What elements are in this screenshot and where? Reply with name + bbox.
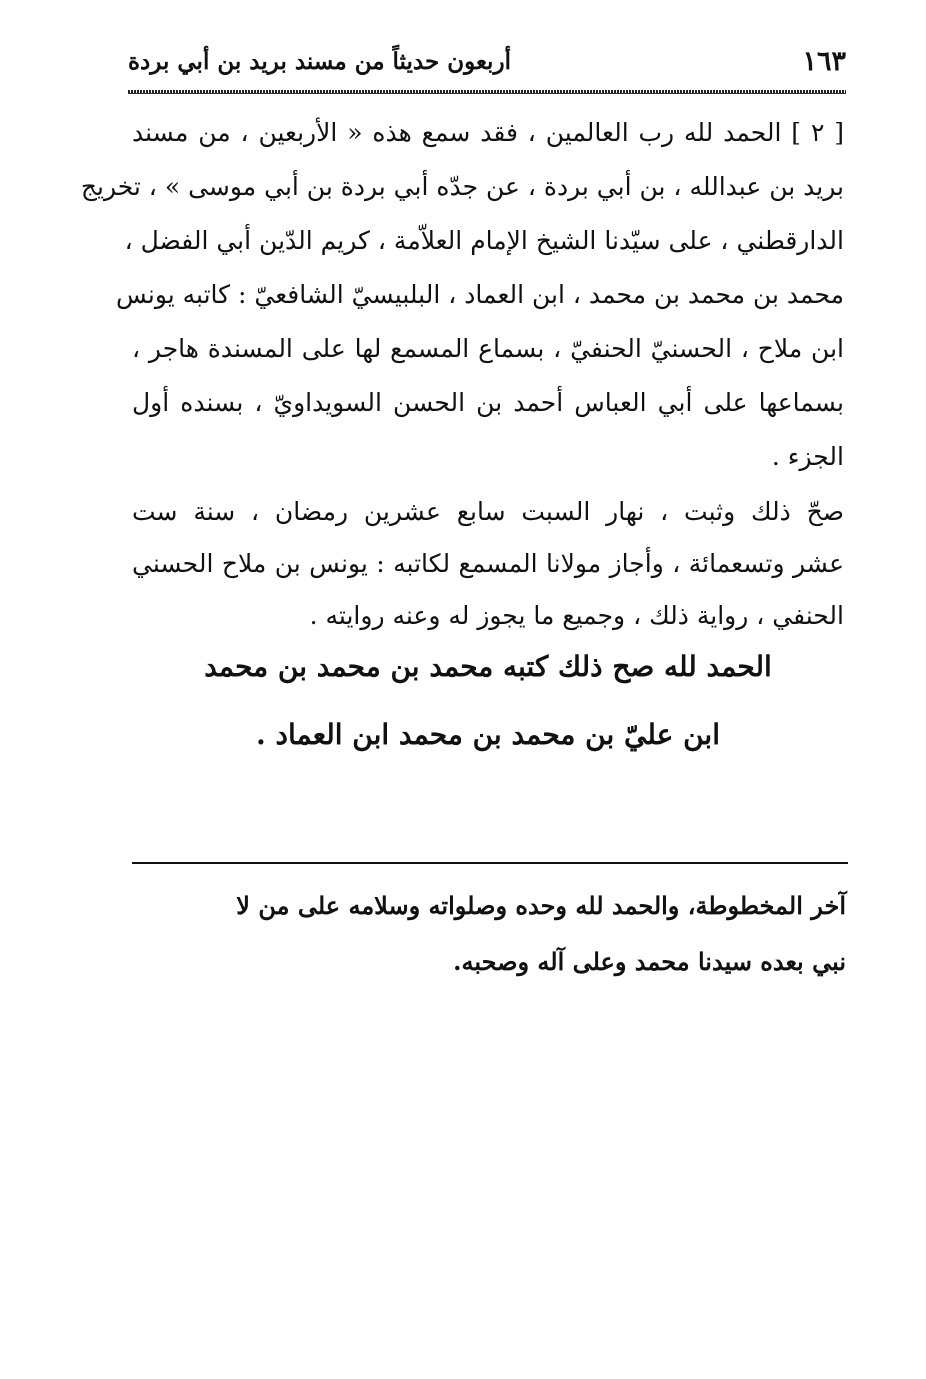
header-rule <box>128 90 846 94</box>
footnote-rule <box>132 862 848 864</box>
signature-line-2: ابن عليّ بن محمد بن محمد ابن العماد . <box>256 718 720 751</box>
certificate-paragraph <box>80 106 844 484</box>
text-line: بريد بن عبدالله ، بن أبي بردة ، عن جدّه أبي بردة بن أبي موسى » ، تخريج <box>80 172 844 201</box>
text-line: الحنفي ، رواية ذلك ، وجميع ما يجوز له وعنه روايته . <box>309 601 844 630</box>
text-line: الدارقطني ، على سيّدنا الشيخ الإمام العلاّمة ، كريم الدّين أبي الفضل ، <box>124 226 844 255</box>
text-line: صحّ ذلك وثبت ، نهار السبت سابع عشرين رمضان ، سنة ست <box>132 497 844 526</box>
text-line: عشر وتسعمائة ، وأجاز مولانا المسمع لكاتبه : يونس بن ملاح الحسني <box>132 549 844 578</box>
footnote-line: نبي بعده سيدنا محمد وعلى آله وصحبه. <box>453 947 846 976</box>
page-number: ١٦٣ <box>802 46 846 77</box>
page-header <box>128 44 846 88</box>
attestation-paragraph <box>132 486 844 642</box>
footnote <box>132 878 846 990</box>
text-line: ابن ملاح ، الحسنيّ الحنفيّ ، بسماع المسمع لها على المسندة هاجر ، <box>132 334 844 363</box>
text-line: محمد بن محمد بن محمد ، ابن العماد ، البلبيسيّ الشافعيّ : كاتبه يونس <box>116 280 844 309</box>
text-line: الجزء . <box>771 442 844 471</box>
text-line: [ ٢ ] الحمد لله رب العالمين ، فقد سمع هذه « الأربعين ، من مسند <box>132 118 844 147</box>
text-line: بسماعها على أبي العباس أحمد بن الحسن السويداويّ ، بسنده أول <box>132 388 844 417</box>
signature-line-1: الحمد لله صح ذلك كتبه محمد بن محمد بن محمد <box>204 650 772 683</box>
footnote-line: آخر المخطوطة، والحمد لله وحده وصلواته وسلامه على من لا <box>236 891 846 920</box>
running-title: أربعون حديثاً من مسند بريد بن أبي بردة <box>128 48 511 75</box>
